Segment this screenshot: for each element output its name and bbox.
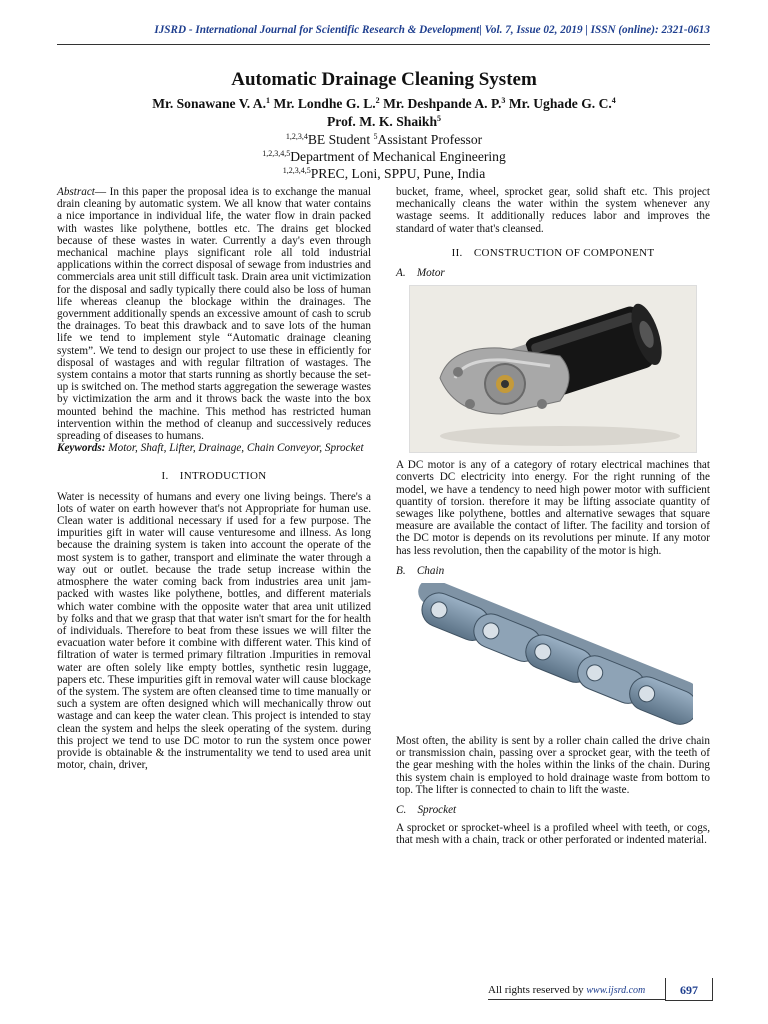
abstract-text: In this paper the proposal idea is to exchange the manual drain cleaning by automatic system. We all know that water contains a nice importance in individual life, the water flow in drain packed with wastes like polythene, bottles etc. The drains get blocked because of these wastes in water. Currently a day's even through mechanical machine plays significant role all told industrial applications within the correct disposal of sewage from industries and commercials area unit still difficult task. Drain area unit victimization for the disposal and sadly typically there could also be loss of human life whereas cleanup the blockage within the drainages. The government additionally spends an excessive amount of cash to scrub the drainages. To beat this drawback and to save lots of the human life we tend to implement style “Automatic drainage cleaning system”. We tend to design our project to use these in efficiently for disposal of wastages and with regular filtration of wastages. The system contains a motor that starts running as shortly because the set-up is switched on. The method starts aggregation the sewerage wastes by victimization the arm and it throws back the waste into the box mounted behind the machine. This method has restricted human intervention within the method of cleanup and successively reduces spreading of diseases to humans.: [57, 186, 371, 443]
author-line-2: [0, 113, 768, 131]
affiliations: [0, 131, 768, 182]
dc-motor-illustration: [410, 286, 696, 452]
keywords-paragraph: [57, 442, 371, 454]
chain-text: Most often, the ability is sent by a roller chain called the drive chain or transmission chain, passing over a sprocket gear, with the teeth of the gear meshing with the holes within the links of the chain. During this system chain is employed to hold drainage waste from bottom to top. The lifter is connected to chain to lift the waste.: [396, 735, 710, 796]
affiliation-superscript: 1,2,3,4: [285, 132, 308, 141]
footer-rule: [488, 999, 665, 1000]
affiliation-text: PREC, Loni, SPPU, Pune, India: [310, 166, 486, 181]
abstract-dash: —: [94, 186, 107, 198]
keywords-label: Keywords:: [57, 442, 106, 455]
affiliation-superscript: 1,2,3,4,5: [282, 166, 311, 175]
abstract-label: Abstract: [57, 186, 95, 198]
sprocket-text: A sprocket or sprocket-wheel is a profiled wheel with teeth, or cogs, that mesh with a chain, track or other perforated or indented material.: [396, 822, 710, 847]
motor-text: A DC motor is any of a category of rotary electrical machines that converts DC electricity into energy. For the right running of the model, we have a tendency to need high power motor with sufficient quantity of torsion. therefore it may be lifting associate quantity of sewages like polythene, bottles and alternative sewages that square measure are available the contact of lifter. The facility and torsion of the DC motor is depends on its revolutions per minute. If any motor has less revolution, then the capability of the motor is high.: [396, 459, 710, 557]
footer-site-link[interactable]: www.ijsrd.com: [586, 985, 646, 996]
author-name: Mr. Londhe G. L.: [273, 96, 376, 111]
roller-chain-illustration: [413, 583, 693, 729]
author-superscript: 2: [375, 96, 380, 105]
paper-title: Automatic Drainage Cleaning System: [231, 69, 537, 90]
affiliation-text: Department of Mechanical Engineering: [290, 149, 506, 164]
introduction-continuation: bucket, frame, wheel, sprocket gear, solid shaft etc. This project mechanically cleans the water within the system whenever any wastage seems. It additionally reduces labor and improves the standard of water that's cleansed.: [396, 186, 710, 235]
author-superscript: 5: [437, 114, 442, 123]
affiliation-line: [0, 148, 768, 165]
footer-rights-text: All rights reserved by: [488, 984, 587, 996]
affiliation-line: [0, 165, 768, 182]
author-superscript: 1: [266, 96, 271, 105]
right-column: [396, 186, 710, 847]
section-heading-introduction: I. INTRODUCTION: [161, 470, 267, 483]
affiliation-text: Assistant Professor: [377, 132, 483, 147]
section-heading-construction: II. CONSTRUCTION OF COMPONENT: [451, 246, 655, 259]
subheading-chain: B. Chain: [396, 564, 445, 577]
author-superscript: 4: [611, 96, 616, 105]
author-name: Mr. Ughade G. C.: [508, 96, 612, 111]
affiliation-superscript: 5: [373, 132, 378, 141]
author-list: [0, 95, 768, 131]
author-name: Mr. Deshpande A. P.: [383, 96, 502, 111]
left-column: [57, 186, 371, 771]
author-name: Mr. Sonawane V. A.: [152, 96, 267, 111]
author-superscript: 3: [501, 96, 506, 105]
motor-figure: [409, 285, 697, 453]
affiliation-superscript: 1,2,3,4,5: [262, 149, 291, 158]
abstract-paragraph: [57, 186, 371, 442]
keywords-text: Motor, Shaft, Lifter, Drainage, Chain Conveyor, Sprocket: [105, 442, 364, 455]
affiliation-line: [0, 131, 768, 148]
chain-figure: [413, 583, 693, 729]
author-line-1: [0, 95, 768, 113]
author-name: Prof. M. K. Shaikh: [326, 114, 438, 129]
affiliation-text: BE Student: [307, 132, 374, 147]
page-number: 697: [665, 978, 713, 1001]
subheading-sprocket: C. Sprocket: [396, 804, 457, 817]
footer-rights: [488, 984, 645, 996]
header-rule: [57, 44, 710, 45]
introduction-text: Water is necessity of humans and every one living beings. There's a lots of water on earth however that's not Appropriate for human use. Clean water is additional necessary if used for a few purpose. The impurities gift in water will cause venturesome and illness. As long because the draining system is taken into account the operate of the most system is to gather, transport and eliminate the water through a way out or outlet. because the trade setup increase within the atmosphere the water coming back from industries area unit jam-packed with wastes like polythene, bottles, and different materials which water combine with the opposite water that area unit utilized by folks and that we grasp that that water isn't smart for the for health of individuals. Therefore to beat from these issues we will filter the evacuation water before it combine with different water. This kind of filtration of water is termed primary filtration .Impurities in removal water are often solely like empty bottles, synthetic resin luggage, papers etc. These impurities gift in removal water will cause blockage of the system. The system are often cleansed time to time manually or such a system are often designed which will mechanically throw out wastage and can keep the water clean. This project is intended to stay clean the system and helps the sleek operating of the system. during this project we tend to use DC motor to run the system once power provide is obtainable & the instrumentality we tend to used area unit motor, chain, driver,: [57, 490, 371, 772]
journal-header: IJSRD - International Journal for Scientific Research & Development| Vol. 7, Issue 02, 2019 | ISSN (online): 2321-0613: [154, 24, 710, 36]
subheading-motor: A. Motor: [396, 267, 445, 280]
